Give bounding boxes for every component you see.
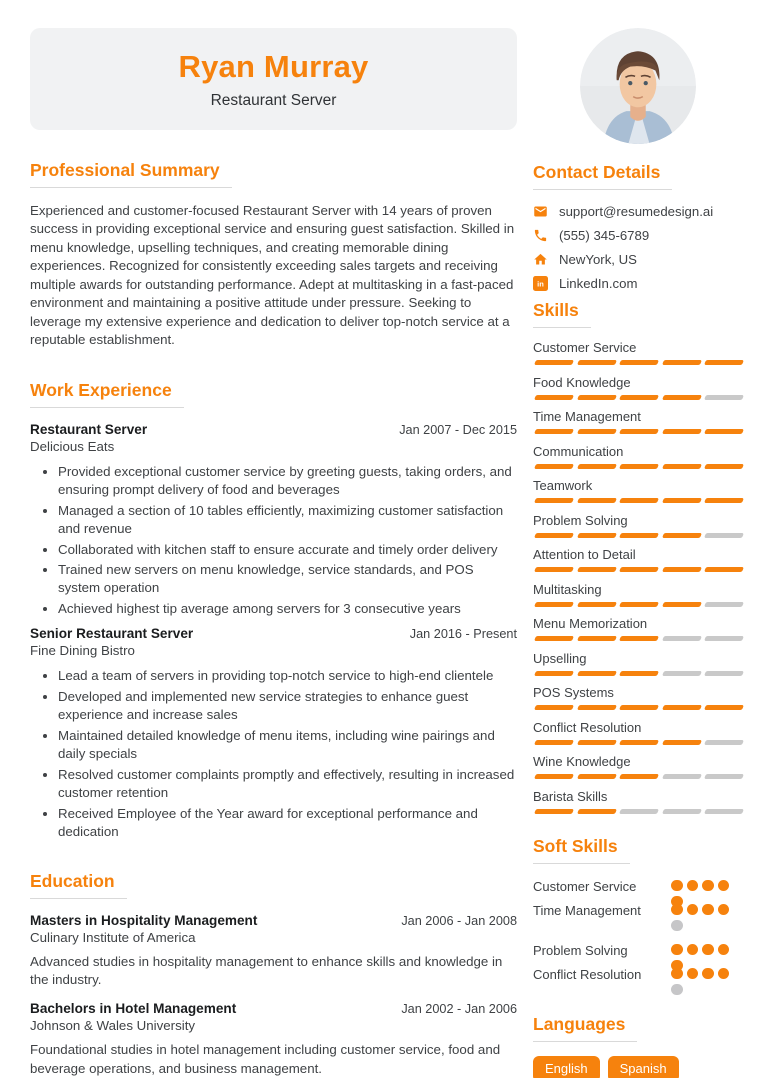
left-column — [30, 28, 517, 1078]
job-company: Delicious Eats — [30, 438, 115, 454]
skill-label: Multitasking — [533, 581, 602, 597]
degree-description: Foundational studies in hotel management including customer service, food and beverage operations, and business management. — [30, 1042, 501, 1076]
skill-level-bar — [535, 602, 741, 607]
languages-list — [533, 1056, 743, 1078]
degree-entry — [30, 913, 517, 990]
soft-skill-dots — [671, 968, 735, 980]
contact-heading: Contact Details — [533, 162, 672, 190]
skill-item — [533, 720, 743, 745]
skill-label: Food Knowledge — [533, 374, 631, 390]
skill-label: Conflict Resolution — [533, 719, 642, 735]
skill-item — [533, 754, 743, 779]
contact-email-text: support@resumedesign.ai — [559, 204, 714, 219]
soft-skill-group — [533, 878, 743, 942]
section-languages — [533, 1014, 743, 1078]
degree-header — [30, 1001, 517, 1016]
contact-item-email[interactable] — [533, 204, 743, 219]
job-bullet: • Collaborated with kitchen staff to ensure accurate and timely order delivery — [58, 541, 517, 559]
job-entry — [30, 626, 517, 840]
skill-label: POS Systems — [533, 685, 614, 700]
degree-header — [30, 913, 517, 928]
section-work-experience — [30, 380, 517, 841]
skill-item — [533, 651, 743, 676]
profile-photo-illustration — [580, 28, 696, 144]
work-heading: Work Experience — [30, 380, 184, 408]
job-bullet: • Resolved customer complaints promptly and effectively, resulting in increased customer retention — [58, 766, 517, 802]
skill-item — [533, 582, 743, 607]
section-soft-skills — [533, 836, 743, 1006]
home-icon — [533, 252, 548, 267]
job-dates: Jan 2007 - Dec 2015 — [399, 422, 517, 437]
language-pill-spanish[interactable]: Spanish — [608, 1056, 679, 1078]
contact-linkedin-text: LinkedIn.com — [559, 276, 638, 291]
skill-level-bar — [535, 809, 741, 814]
job-entry — [30, 422, 517, 619]
contact-item-phone[interactable] — [533, 228, 743, 243]
degree-school: Johnson & Wales University — [30, 1018, 196, 1034]
soft-skill-item — [533, 966, 743, 982]
soft-skills-list — [533, 878, 743, 1006]
linkedin-icon — [533, 276, 548, 291]
soft-skill-item — [533, 902, 743, 918]
soft-skill-item — [533, 878, 743, 894]
degree-entry — [30, 1001, 517, 1078]
candidate-role: Restaurant Server — [210, 91, 337, 109]
education-heading: Education — [30, 871, 127, 899]
skill-item — [533, 513, 743, 538]
skill-level-bar — [535, 464, 741, 469]
soft-skill-group — [533, 942, 743, 1006]
skill-level-bar — [535, 498, 741, 503]
skill-item — [533, 789, 743, 814]
soft-skill-label: Customer Service — [533, 878, 637, 894]
job-bullet: • Provided exceptional customer service by greeting guests, taking orders, and ensuring prompt delivery of food and beverages — [58, 463, 517, 499]
header-card — [30, 28, 517, 130]
skill-item — [533, 409, 743, 434]
candidate-name: Ryan Murray — [178, 48, 369, 84]
contact-item-location — [533, 252, 743, 267]
skill-level-bar — [535, 774, 741, 779]
skill-level-bar — [535, 705, 741, 710]
skill-label: Teamwork — [533, 478, 593, 493]
skill-item — [533, 547, 743, 572]
skills-list — [533, 340, 743, 814]
skill-level-bar — [535, 429, 741, 434]
job-title: Restaurant Server — [30, 421, 148, 437]
job-bullet-list — [30, 667, 517, 840]
skill-item — [533, 444, 743, 469]
job-dates: Jan 2016 - Present — [409, 627, 517, 642]
skill-level-bar — [535, 636, 741, 641]
job-bullet: • Managed a section of 10 tables efficiently, maximizing customer satisfaction and revenue — [58, 502, 517, 538]
degree-description: Advanced studies in hospitality management to enhance skills and knowledge in the industry. — [30, 953, 503, 988]
contact-location-text: NewYork, US — [559, 252, 637, 267]
skill-label: Wine Knowledge — [533, 754, 631, 769]
job-bullet: • Received Employee of the Year award for exceptional performance and dedication — [58, 805, 517, 841]
skill-level-bar — [535, 360, 741, 365]
skills-heading: Skills — [533, 300, 591, 328]
degree-school: Culinary Institute of America — [30, 929, 196, 945]
job-header — [30, 422, 517, 437]
skill-level-bar — [535, 671, 741, 676]
skill-level-bar — [535, 740, 741, 745]
skill-label: Attention to Detail — [533, 547, 636, 562]
section-education — [30, 871, 517, 1078]
skill-label: Communication — [533, 443, 624, 459]
degree-dates: Jan 2002 - Jan 2006 — [401, 1002, 517, 1017]
section-contact-details — [533, 162, 743, 291]
soft-skills-heading: Soft Skills — [533, 836, 630, 864]
email-icon — [533, 204, 548, 219]
skill-level-bar — [535, 395, 741, 400]
soft-skill-label: Time Management — [533, 902, 641, 918]
skill-label: Barista Skills — [533, 788, 608, 804]
phone-icon — [533, 228, 548, 243]
job-bullet: • Developed and implemented new service strategies to enhance guest experience and increase sales — [58, 688, 517, 724]
job-bullet: • Trained new servers on menu knowledge, service standards, and POS system operation — [58, 561, 517, 597]
degree-title: Bachelors in Hotel Management — [30, 1001, 237, 1017]
section-skills — [533, 300, 743, 814]
skill-label: Problem Solving — [533, 512, 628, 528]
skill-label: Menu Memorization — [533, 616, 648, 631]
contact-list — [533, 204, 743, 291]
soft-skill-dots — [671, 904, 735, 916]
soft-skill-item — [533, 942, 743, 958]
soft-skill-label: Conflict Resolution — [533, 966, 642, 982]
job-bullet: • Achieved highest tip average among servers for 3 consecutive years — [58, 600, 517, 618]
right-column — [533, 28, 743, 1078]
job-bullet: • Maintained detailed knowledge of menu items, including wine pairings and daily specials — [58, 727, 517, 763]
skill-item — [533, 478, 743, 503]
skill-label: Upselling — [533, 650, 587, 666]
skill-item — [533, 616, 743, 641]
skill-label: Time Management — [533, 409, 641, 424]
summary-text: Experienced and customer-focused Restaurant Server with 14 years of proven success in providing exceptional service and ensuring guest satisfaction. Skilled in menu knowledge, upselling techniques, and creating memorable dining experiences. Recognized for consistently exceeding sales targets and receiving multiple awards for outstanding performance. Adept at multitasking in a fast-paced environment and maintaining a positive attitude under pressure. Seeking to leverage my extensive experience and dedication to deliver top-notch service at a reputable establishment. — [30, 203, 515, 348]
skill-level-bar — [535, 567, 741, 572]
soft-skill-dots — [671, 944, 735, 956]
job-header — [30, 626, 517, 641]
section-professional-summary — [30, 160, 517, 350]
skill-item — [533, 685, 743, 710]
degree-dates: Jan 2006 - Jan 2008 — [401, 913, 517, 928]
job-company: Fine Dining Bistro — [30, 643, 135, 659]
skill-level-bar — [535, 533, 741, 538]
profile-photo — [580, 28, 696, 144]
soft-skill-label: Problem Solving — [533, 942, 628, 958]
summary-heading: Professional Summary — [30, 160, 232, 188]
job-bullet: • Lead a team of servers in providing top-notch service to high-end clientele — [58, 667, 517, 685]
svg-text:in: in — [537, 279, 544, 289]
skill-item — [533, 375, 743, 400]
skill-item — [533, 340, 743, 365]
languages-heading: Languages — [533, 1014, 637, 1042]
degree-title: Masters in Hospitality Management — [30, 912, 258, 928]
soft-skill-dots — [671, 880, 735, 892]
skill-label: Customer Service — [533, 340, 637, 355]
job-title: Senior Restaurant Server — [30, 626, 194, 642]
contact-item-linkedin[interactable] — [533, 276, 743, 291]
contact-phone-text: (555) 345-6789 — [559, 228, 650, 243]
language-pill-english[interactable]: English — [533, 1056, 600, 1078]
job-bullet-list — [30, 463, 517, 619]
